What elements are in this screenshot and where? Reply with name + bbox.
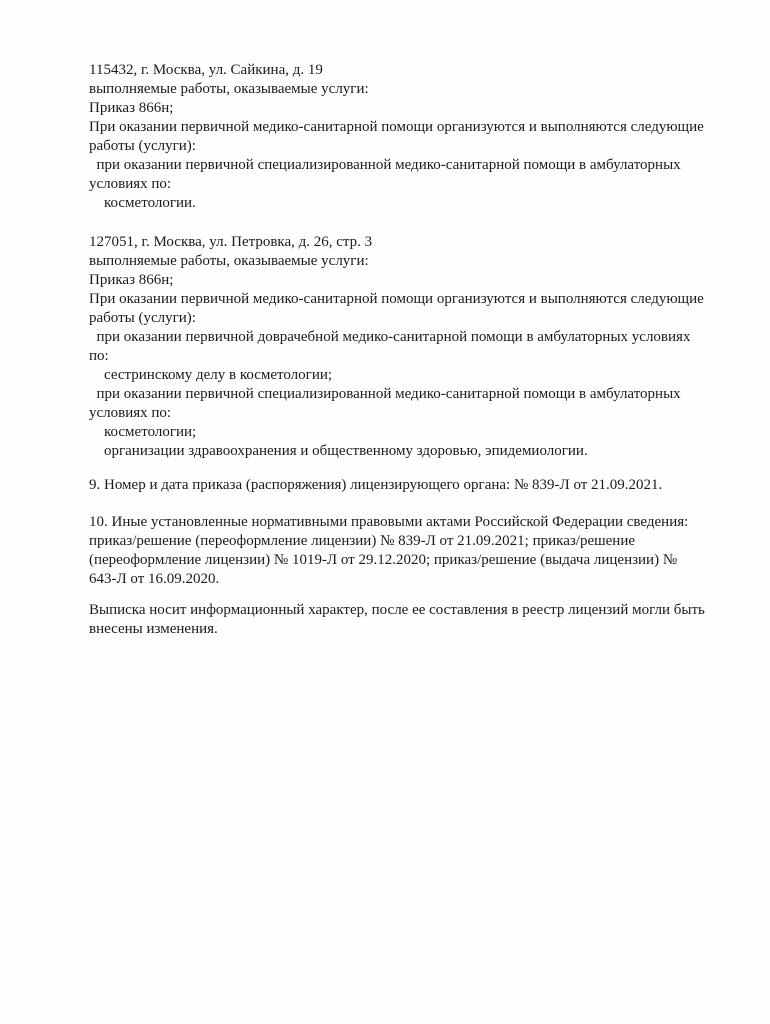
document-line: внесены изменения. bbox=[89, 621, 218, 637]
document-line: выполняемые работы, оказываемые услуги: bbox=[89, 253, 369, 269]
document-line: 10. Иные установленные нормативными правовыми актами Российской Федерации сведения: bbox=[89, 514, 689, 530]
address-block-1 bbox=[89, 61, 749, 213]
document-line: 9. Номер и дата приказа (распоряжения) лицензирующего органа: № 839-Л от 21.09.2021. bbox=[89, 477, 663, 493]
document-line: по: bbox=[89, 348, 109, 364]
document-line: косметологии. bbox=[89, 195, 196, 211]
document-content bbox=[89, 61, 749, 639]
document-line: Приказ 866н; bbox=[89, 272, 174, 288]
document-line: Выписка носит информационный характер, после ее составления в реестр лицензий могли быть bbox=[89, 602, 705, 618]
document-line: При оказании первичной медико-санитарной помощи организуются и выполняются следующие bbox=[89, 119, 704, 135]
document-line: организации здравоохранения и общественному здоровью, эпидемиологии. bbox=[89, 443, 588, 459]
document-line: приказ/решение (переоформление лицензии) № 839-Л от 21.09.2021; приказ/решение bbox=[89, 533, 636, 549]
document-line: сестринскому делу в косметологии; bbox=[89, 367, 333, 383]
document-line: при оказании первичной доврачебной медико-санитарной помощи в амбулаторных условиях bbox=[89, 329, 691, 345]
disclaimer-block bbox=[89, 601, 749, 639]
address-line: 115432, г. Москва, ул. Сайкина, д. 19 bbox=[89, 62, 323, 78]
item-9-block bbox=[89, 476, 749, 495]
document-line: условиях по: bbox=[89, 405, 172, 421]
document-line: при оказании первичной специализированной медико-санитарной помощи в амбулаторных bbox=[89, 157, 681, 173]
address-line: 127051, г. Москва, ул. Петровка, д. 26, стр. 3 bbox=[89, 234, 373, 250]
document-line: При оказании первичной медико-санитарной помощи организуются и выполняются следующие bbox=[89, 291, 704, 307]
document-line: выполняемые работы, оказываемые услуги: bbox=[89, 81, 369, 97]
address-block-2 bbox=[89, 233, 749, 461]
document-line: косметологии; bbox=[89, 424, 197, 440]
document-line: (переоформление лицензии) № 1019-Л от 29.12.2020; приказ/решение (выдача лицензии) № bbox=[89, 552, 678, 568]
document-line: при оказании первичной специализированной медико-санитарной помощи в амбулаторных bbox=[89, 386, 681, 402]
document-line: работы (услуги): bbox=[89, 310, 196, 326]
document-line: работы (услуги): bbox=[89, 138, 196, 154]
document-line: 643-Л от 16.09.2020. bbox=[89, 571, 220, 587]
document-line: условиях по: bbox=[89, 176, 172, 192]
item-10-block bbox=[89, 513, 749, 589]
document-line: Приказ 866н; bbox=[89, 100, 174, 116]
